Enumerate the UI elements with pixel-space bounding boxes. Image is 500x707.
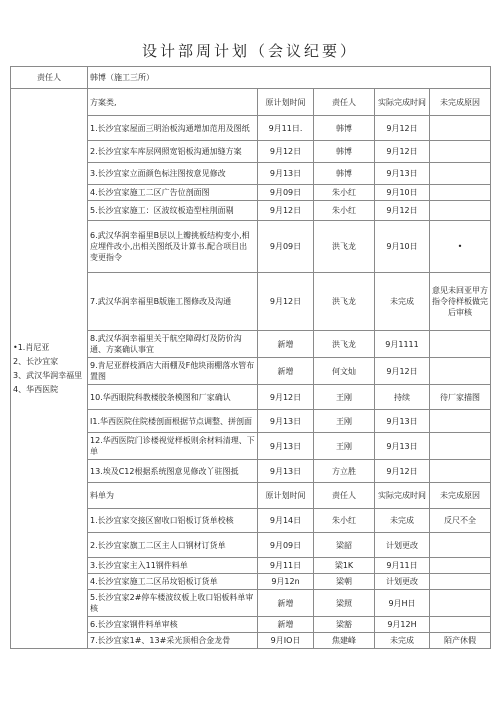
cell-plan: 9月12日 [258,201,314,221]
cell-task: 2.长沙宜家旗工二区主人口钢材订货单 [88,533,258,558]
cell-done: 9月12H [375,617,430,633]
cell-plan: 9月14日 [258,509,314,533]
cell-owner: 韩博 [314,116,375,141]
cell-owner: 洪飞龙 [314,331,375,358]
cell-task: 4.长沙宜家施工二区吊坟铝板订货单 [88,574,258,590]
weekly-plan-table [10,66,491,649]
cell-plan: 新增 [258,331,314,358]
cell-done: 未完成 [375,509,430,533]
cell-task: 13.埃及C12根据系统图意见修改丫驻图抵 [88,460,258,483]
cell-reason: • [430,221,491,273]
cell-task: 2.长沙宜家车库层网照宽铝板沟通加缝方案 [88,141,258,163]
cell-done: 9月12日 [375,460,430,483]
cell-owner: 朱小红 [314,185,375,201]
section2-col-header: 原计划时间 [258,483,314,509]
section1-col-header: 方案类, [88,89,258,116]
cell-done: 持续 [375,385,430,410]
section1-col-header: 责任人 [314,89,375,116]
cell-done: 9月10日 [375,221,430,273]
cell-reason [430,358,491,385]
cell-done: 9月12日 [375,358,430,385]
project-list [11,89,88,649]
cell-done: 9月12日 [375,116,430,141]
cell-task: 12.华西医院门诊楼视觉样板则余材料清理、下单 [88,433,258,460]
cell-owner: 梁1K [314,558,375,574]
cell-task: 3.长沙宜家主入11钢件料单 [88,558,258,574]
cell-reason [430,163,491,185]
cell-plan: 9月11日 [258,558,314,574]
cell-owner: 何文灿 [314,358,375,385]
cell-task: 9.肯尼亚群枝酒店大雨棚及F他块雨棚落水管布置图 [88,358,258,385]
cell-plan: 9月09日 [258,185,314,201]
cell-done: 计划更改 [375,533,430,558]
cell-plan: 9月IO日 [258,633,314,649]
cell-done: 未完成 [375,633,430,649]
project-item: •1.肖尼亚 [13,342,50,352]
cell-reason [430,574,491,590]
cell-reason [430,116,491,141]
cell-owner: 朱小红 [314,509,375,533]
cell-plan: 9月13日 [258,410,314,433]
cell-plan: 9月11日. [258,116,314,141]
cell-owner: 梁照 [314,590,375,617]
section2-col-header: 责任人 [314,483,375,509]
cell-owner: 梁豁 [314,617,375,633]
cell-reason [430,185,491,201]
cell-task: 3.长沙宜家立面颜色标注图按意见修改 [88,163,258,185]
cell-plan: 新增 [258,358,314,385]
cell-done: 9月12日 [375,141,430,163]
cell-plan: 9月12日 [258,141,314,163]
cell-reason [430,201,491,221]
project-item: 4、华西医院 [13,384,59,394]
cell-plan: 9月12日 [258,385,314,410]
cell-plan: 9月13日 [258,433,314,460]
cell-done: 9月13日 [375,410,430,433]
cell-owner: 梁韶 [314,533,375,558]
cell-plan: 新增 [258,617,314,633]
cell-task: 1.长沙宜家交接区窗收口铝板订货单校核 [88,509,258,533]
cell-done: 9月13日 [375,433,430,460]
cell-owner: 王刚 [314,410,375,433]
responsible-label: 责任人 [11,67,88,89]
cell-done: 9月10日 [375,185,430,201]
project-item: 3、武汉华润幸福里 [13,370,83,380]
cell-task: 8.武汉华润幸福里关于航空障碍灯及防价沟通、方案确认事宜 [88,331,258,358]
cell-reason: 意见未回亚甲方指令待样板做完后审核 [430,273,491,331]
cell-task: 5.长沙宜家施工：区波纹板造型柱刖面剔 [88,201,258,221]
cell-reason: 反尺不全 [430,509,491,533]
project-item: 2、长沙宜家 [13,356,59,366]
cell-task: I1.华西医院住院楼剖面根据节点调整、拼剖面 [88,410,258,433]
section1-col-header: 未完成原因 [430,89,491,116]
section1-col-header: 原计划时间 [258,89,314,116]
cell-reason: 待厂家描图 [430,385,491,410]
cell-task: 10.华西眼院科教楼胶条模图和厂家确认 [88,385,258,410]
cell-owner: 朱小红 [314,201,375,221]
cell-plan: 9月09日 [258,221,314,273]
cell-done: 9月13日 [375,163,430,185]
cell-task: 1.长沙宜家屋面三明治板沟通增加范用及图纸 [88,116,258,141]
cell-plan: 9月12n [258,574,314,590]
cell-done: 计划更改 [375,574,430,590]
cell-task: 4.长沙宜家施工二区广告位剖面图 [88,185,258,201]
cell-task: 7.武汉华润幸福里B版施工图修改及沟通 [88,273,258,331]
cell-plan: 9月13日 [258,163,314,185]
cell-owner: 王刚 [314,385,375,410]
page-title: 设计部周计划（会议纪要） [141,42,358,60]
cell-owner: 洪飞龙 [314,221,375,273]
cell-owner: 韩博 [314,163,375,185]
section2-col-header: 实际完成时间 [375,483,430,509]
cell-plan: 9月12日 [258,273,314,331]
cell-reason [430,617,491,633]
cell-owner: 焦建峰 [314,633,375,649]
cell-owner: 梁朝 [314,574,375,590]
section2-col-header: 料单为 [88,483,258,509]
cell-owner: 王刚 [314,433,375,460]
cell-task: 7.长沙宜家1#、13#采光顶相合金龙骨 [88,633,258,649]
cell-task: 6.长沙宜家钢件料单审核 [88,617,258,633]
cell-reason [430,558,491,574]
cell-reason [430,533,491,558]
cell-plan: 新增 [258,590,314,617]
cell-plan: 9月09日 [258,533,314,558]
cell-reason [430,590,491,617]
cell-done: 未完成 [375,273,430,331]
cell-task: 6.武汉华润幸福里B层以上瓣挑板结构变小,相应埋件改小,出相关图纸及计算书.配合项目出变更指令 [88,221,258,273]
cell-done: 9月H日 [375,590,430,617]
cell-reason [430,410,491,433]
cell-done: 9月12日 [375,201,430,221]
cell-plan: 9月13日 [258,460,314,483]
cell-reason [430,460,491,483]
cell-reason [430,433,491,460]
responsible-value: 韩博（施工三所） [88,67,491,89]
cell-reason [430,331,491,358]
section1-col-header: 实际完成时间 [375,89,430,116]
cell-owner: 洪飞龙 [314,273,375,331]
cell-owner: 方立胜 [314,460,375,483]
cell-done: 9月1111 [375,331,430,358]
cell-reason: 陌产休假 [430,633,491,649]
section2-col-header: 未完成原因 [430,483,491,509]
header-row [11,67,491,89]
section1-header-row [11,89,491,116]
cell-task: 5.长沙宜家2#停车楼波纹板上收口铝板料单审核 [88,590,258,617]
cell-done: 9月11日 [375,558,430,574]
cell-reason [430,141,491,163]
cell-owner: 韩博 [314,141,375,163]
